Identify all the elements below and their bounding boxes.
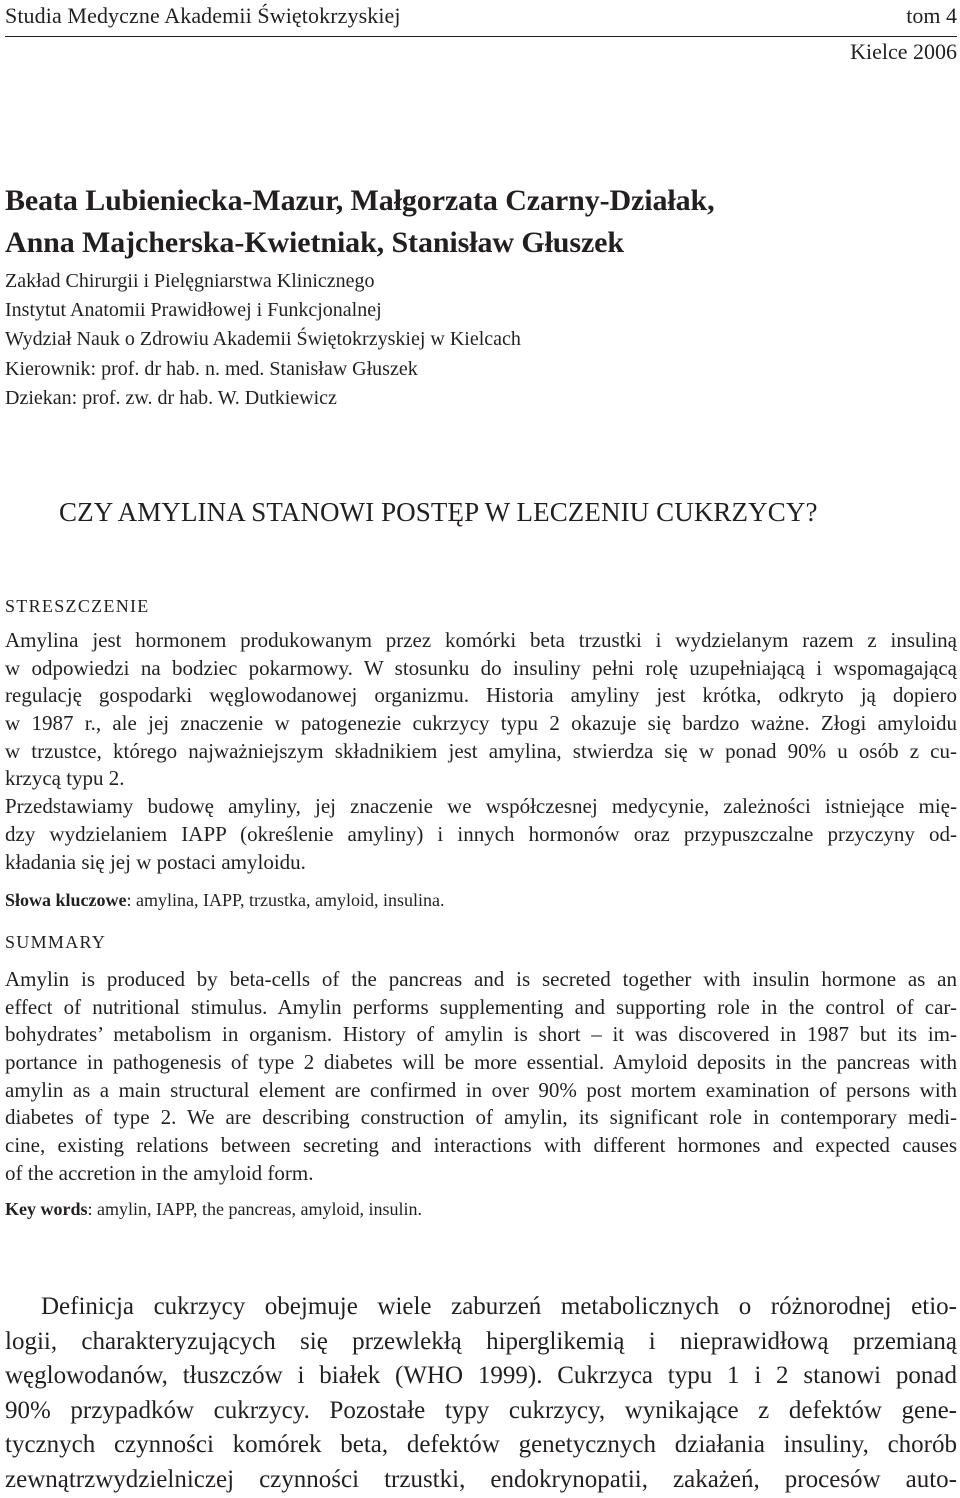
body-line: Definicja cukrzycy obejmuje wiele zaburzeń metabolicznych o różnorodnej etio- [41, 1293, 957, 1320]
abstract-line: krzycą typu 2. [5, 766, 125, 791]
article-title: CZY AMYLINA STANOWI POSTĘP W LECZENIU CUKRZYCY? [59, 497, 818, 527]
summary-line: Amylin is produced by beta-cells of the pancreas and is secreted together with insulin hormone as an [5, 967, 957, 991]
body-line: zewnątrzwydzielniczej czynności trzustki, endokrynopatii, zakażeń, procesów auto- [5, 1465, 957, 1493]
affiliation-line: Dziekan: prof. zw. dr hab. W. Dutkiewicz [5, 386, 337, 409]
abstract-line: regulację gospodarki węglowodanowej organizmu. Historia amyliny jest krótka, odkryto ją dopiero [5, 683, 957, 708]
authors-line-2: Anna Majcherska-Kwietniak, Stanisław Głuszek [5, 226, 624, 259]
abstract-line: w odpowiedzi na bodziec pokarmowy. W stosunku do insuliny pełni rolę uzupełniającą i wspomagającą [5, 655, 957, 680]
body-line: węglowodanów, tłuszczów i białek (WHO 1999). Cukrzyca typu 1 i 2 stanowi ponad [5, 1362, 957, 1390]
abstract-line: w trzustce, którego najważniejszym składnikiem jest amylina, stwierdza się w ponad 90% u osób z cu- [5, 738, 957, 763]
affiliation-line: Kierownik: prof. dr hab. n. med. Stanisław Głuszek [5, 357, 418, 380]
affiliation-line: Wydział Nauk o Zdrowiu Akademii Świętokrzyskiej w Kielcach [5, 328, 521, 351]
body-text [5, 1290, 957, 1498]
affiliation-line: Instytut Anatomii Prawidłowej i Funkcjonalnej [5, 299, 382, 322]
body-line: tycznych czynności komórek beta, defektów genetycznych działania insuliny, chorób [5, 1431, 957, 1459]
summary-line: effect of nutritional stimulus. Amylin performs supplementing and supporting role in the control of car- [5, 994, 957, 1019]
keywords-label: Key words [5, 1199, 88, 1219]
abstract-line: kładania się jej w postaci amyloidu. [5, 849, 306, 874]
article-page [5, 0, 957, 1493]
slowa-kluczowe [5, 890, 444, 911]
volume-number: tom 4 [906, 3, 957, 28]
abstract-line: w 1987 r., ale jej znaczenie w patogenezie cukrzycy typu 2 okazuje się bardzo ważne. Złogi amyloidu [5, 711, 957, 736]
summary-line: amylin as a main structural element are confirmed in over 90% post mortem examination of persons with [5, 1077, 957, 1102]
affiliation-line: Zakład Chirurgii i Pielęgniarstwa Klinicznego [5, 270, 375, 292]
summary-line: diabetes of type 2. We are describing construction of amylin, its significant role in contemporary medi- [5, 1105, 957, 1130]
journal-name: Studia Medyczne Akademii Świętokrzyskiej [5, 3, 401, 28]
keywords-values: : amylina, IAPP, trzustka, amyloid, insulina. [126, 890, 445, 910]
summary-line: bohydrates’ metabolism in organism. History of amylin is short – it was discovered in 1987 but its im- [5, 1022, 957, 1047]
summary-heading: SUMMARY [5, 932, 107, 952]
summary-text [5, 966, 957, 1188]
abstract-line: dzy wydzielaniem IAPP (określenie amyliny) i innych hormonów oraz przypuszczalne przyczyny od- [5, 821, 957, 846]
summary-line: portance in pathogenesis of type 2 diabetes will be more essential. Amyloid deposits in the pancreas with [5, 1050, 957, 1075]
streszczenie-heading: STRESZCZENIE [5, 596, 150, 616]
key-words [5, 1199, 422, 1220]
streszczenie-text [5, 627, 957, 876]
summary-line: of the accretion in the amyloid form. [5, 1160, 314, 1185]
body-line: 90% przypadków cukrzycy. Pozostałe typy cukrzycy, wynikające z defektów gene- [5, 1396, 957, 1424]
authors-block [5, 180, 957, 413]
city-year: Kielce 2006 [850, 39, 957, 64]
authors-line-1: Beata Lubieniecka-Mazur, Małgorzata Czarny-Działak, [5, 184, 715, 217]
body-line: logii, charakteryzujących się przewlekłą hiperglikemią i nieprawidłową przemianą [5, 1327, 957, 1355]
abstract-line: Przedstawiamy budowę amyliny, jej znaczenie we współczesnej medycynie, zależności istniejące mię- [5, 794, 957, 819]
abstract-line: Amylina jest hormonem produkowanym przez komórki beta trzustki i wydzielanym razem z insuliną [5, 628, 957, 652]
running-head [5, 0, 957, 37]
affiliations [5, 267, 957, 413]
keywords-label: Słowa kluczowe [5, 890, 127, 910]
summary-line: cine, existing relations between secreting and interactions with different hormones and expected causes [5, 1133, 957, 1158]
keywords-values: : amylin, IAPP, the pancreas, amyloid, insulin. [87, 1199, 422, 1219]
